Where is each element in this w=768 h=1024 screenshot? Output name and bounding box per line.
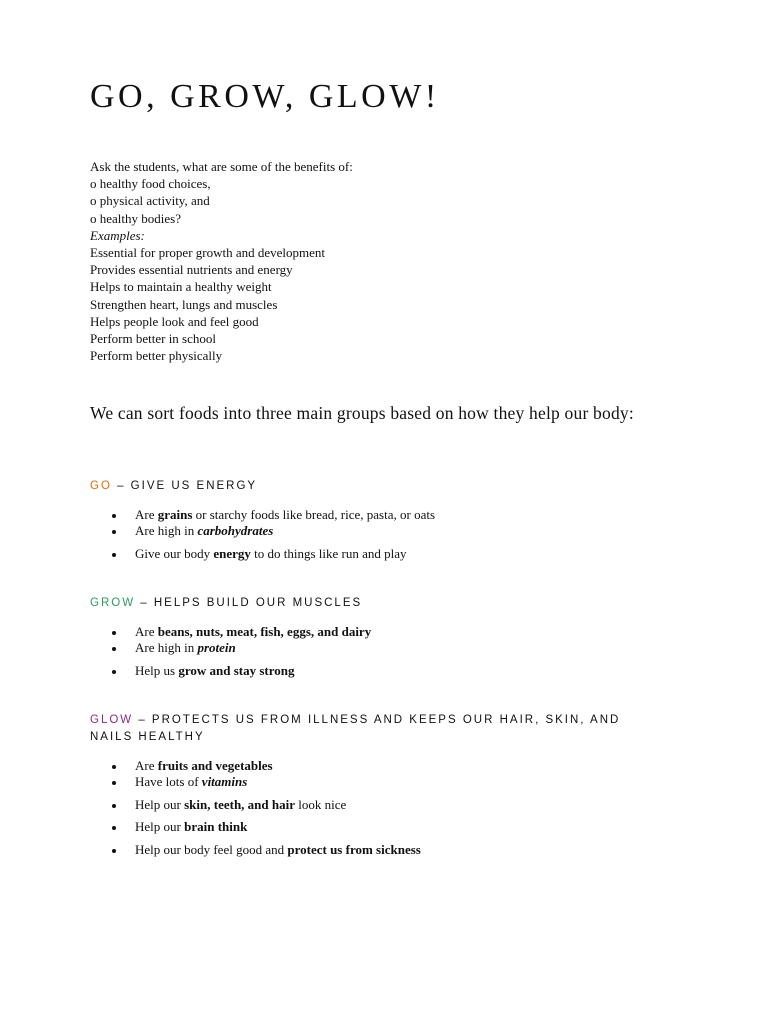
item-bold: beans, nuts, meat, fish, eggs, and dairy — [157, 624, 372, 639]
item-text: look nice — [295, 796, 347, 812]
sort-heading: We can sort foods into three main groups based on how they help our body: — [90, 403, 634, 423]
item-text: Are — [135, 758, 158, 773]
list-item — [108, 546, 668, 562]
grow-group-heading — [90, 595, 650, 612]
example-item: Helps to maintain a healthy weight — [90, 279, 272, 295]
item-bold-italic: vitamins — [201, 774, 248, 789]
item-text: or starchy foods like bread, rice, pasta, or oats — [192, 507, 436, 522]
list-item — [108, 797, 668, 813]
list-item — [108, 624, 668, 640]
item-text: Give our body — [135, 545, 214, 561]
item-bold: fruits and vegetables — [157, 758, 273, 773]
page-title: GO, GROW, GLOW! — [90, 78, 440, 115]
item-text: Are — [135, 624, 158, 639]
examples-label: Examples: — [90, 227, 145, 243]
item-text: Help our — [135, 819, 185, 834]
glow-bullet-list — [108, 758, 668, 858]
example-item: Perform better physically — [90, 348, 223, 364]
intro-option: o healthy bodies? — [90, 210, 181, 226]
example-item: Helps people look and feel good — [90, 313, 259, 329]
example-item: Perform better in school — [90, 331, 216, 347]
example-item: Essential for proper growth and development — [90, 245, 326, 261]
intro-section — [90, 158, 650, 364]
item-bold: grow and stay strong — [178, 662, 295, 678]
list-item — [108, 523, 668, 539]
item-text: Help our — [135, 796, 185, 812]
go-group-name: GO — [90, 480, 112, 492]
grow-group-desc: – HELPS BUILD OUR MUSCLES — [135, 597, 363, 609]
item-bold-italic: protein — [197, 640, 236, 655]
item-text: Have lots of — [135, 774, 202, 789]
glow-group-name: GLOW — [90, 714, 134, 726]
item-bold: skin, teeth, and hair — [184, 796, 295, 812]
grow-bullet-list — [108, 624, 668, 679]
item-text: to do things like run and play — [250, 545, 407, 561]
item-bold: brain think — [184, 819, 248, 834]
list-item — [108, 640, 668, 656]
intro-question: Ask the students, what are some of the benefits of: — [90, 159, 353, 174]
example-item: Strengthen heart, lungs and muscles — [90, 296, 278, 312]
item-bold: energy — [213, 545, 251, 561]
glow-group-heading — [90, 712, 650, 746]
list-item — [108, 507, 668, 523]
item-text: Help us — [135, 662, 179, 678]
go-group-desc: – GIVE US ENERGY — [111, 480, 258, 492]
glow-group-desc: – PROTECTS US FROM ILLNESS AND KEEPS OUR HAIR, SKIN, AND NAILS HEALTHY — [90, 714, 621, 743]
item-bold: grains — [157, 507, 193, 522]
list-item — [108, 774, 668, 790]
list-item — [108, 842, 668, 858]
intro-option: o physical activity, and — [90, 193, 210, 209]
list-item — [108, 758, 668, 774]
go-bullet-list — [108, 507, 668, 562]
item-text: Are high in — [135, 640, 198, 655]
grow-group-name: GROW — [90, 597, 136, 609]
example-item: Provides essential nutrients and energy — [90, 262, 293, 278]
item-text: Are — [135, 507, 158, 522]
item-bold: protect us from sickness — [287, 841, 421, 857]
list-item — [108, 819, 668, 835]
item-text: Help our body feel good and — [135, 841, 288, 857]
go-group-heading — [90, 478, 650, 495]
list-item — [108, 663, 668, 679]
intro-option: o healthy food choices, — [90, 176, 211, 192]
item-bold-italic: carbohydrates — [197, 523, 274, 538]
item-text: Are high in — [135, 523, 198, 538]
